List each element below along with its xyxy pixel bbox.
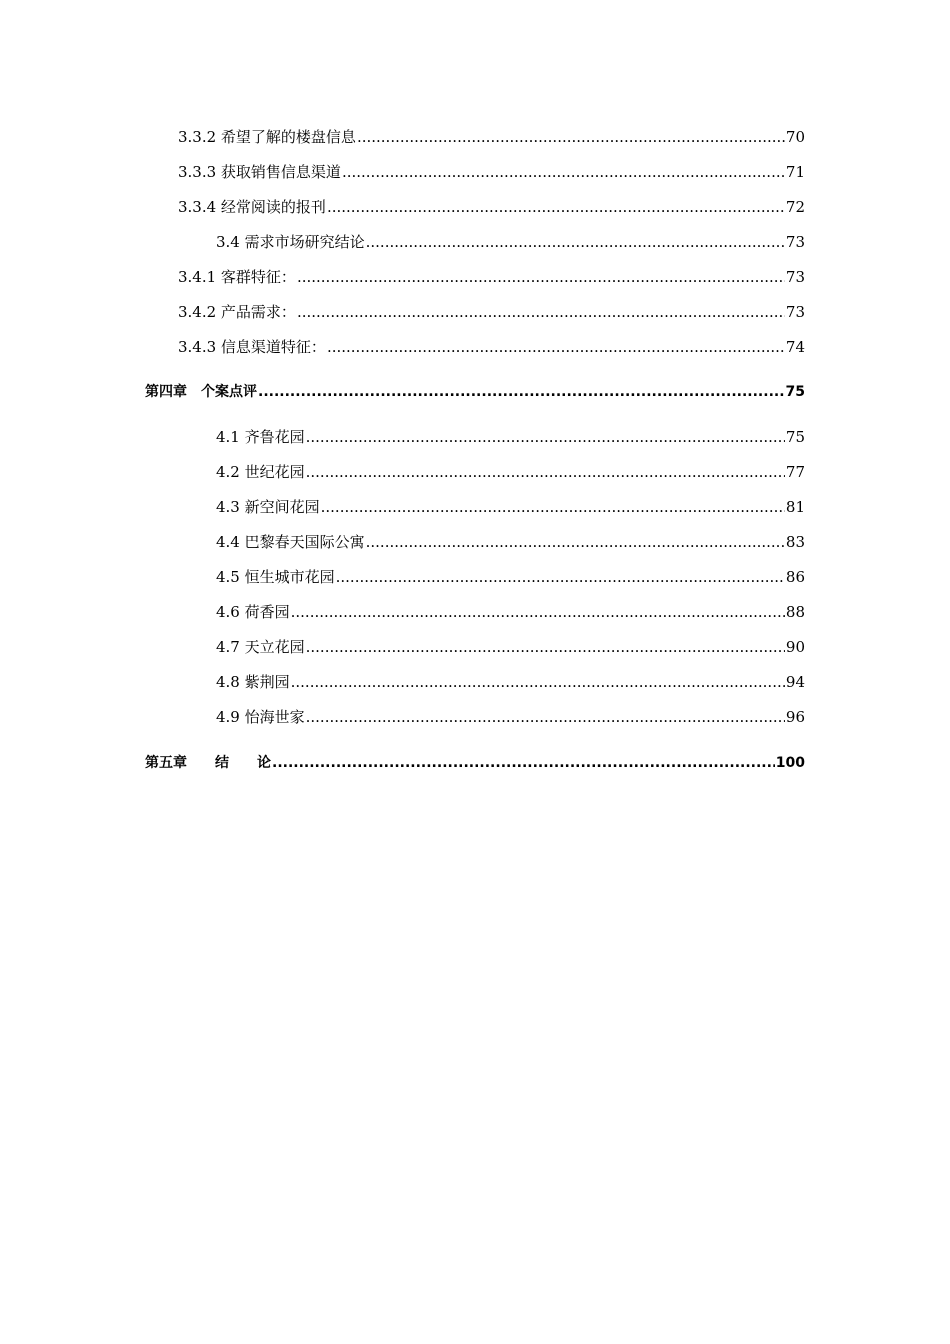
- toc-page-number: 77: [785, 463, 805, 481]
- toc-leader-dots: [342, 162, 785, 182]
- toc-leader-dots: [306, 462, 785, 482]
- toc-leader-dots: [297, 302, 785, 322]
- toc-leader-dots: [357, 127, 785, 147]
- toc-entry-label: 4.9 怡海世家: [216, 708, 305, 726]
- toc-leader-dots: [272, 753, 775, 773]
- toc-entry-label: 4.3 新空间花园: [216, 498, 320, 516]
- toc-entry-label: 3.4 需求市场研究结论: [216, 233, 365, 251]
- toc-entry-4-3[interactable]: [216, 497, 805, 517]
- toc-entry-4-5[interactable]: [216, 567, 805, 587]
- toc-entry-label: 第五章 结 论: [145, 755, 271, 771]
- toc-entry-4-8[interactable]: [216, 672, 805, 692]
- toc-entry-4-7[interactable]: [216, 637, 805, 657]
- toc-entry-label: 第四章 个案点评: [145, 384, 257, 400]
- toc-entry-3-4-2[interactable]: [178, 302, 805, 322]
- toc-leader-dots: [327, 197, 785, 217]
- toc-page-number: 72: [785, 198, 805, 216]
- toc-page-number: 75: [785, 384, 805, 400]
- toc-page-number: 74: [785, 338, 805, 356]
- toc-entry-label: 3.3.3 获取销售信息渠道: [178, 163, 341, 181]
- toc-entry-label: 4.6 荷香园: [216, 603, 290, 621]
- toc-page-number: 75: [785, 428, 805, 446]
- toc-entry-label: 4.2 世纪花园: [216, 463, 305, 481]
- toc-page-number: 96: [785, 708, 805, 726]
- toc-page-number: 73: [785, 303, 805, 321]
- toc-entry-label: 4.4 巴黎春天国际公寓: [216, 533, 365, 551]
- toc-entry-3-4-3[interactable]: [178, 337, 805, 357]
- toc-entry-4-6[interactable]: [216, 602, 805, 622]
- toc-leader-dots: [306, 637, 785, 657]
- toc-leader-dots: [306, 707, 785, 727]
- toc-leader-dots: [336, 567, 785, 587]
- toc-entry-label: 4.8 紫荆园: [216, 673, 290, 691]
- toc-page-number: 88: [785, 603, 805, 621]
- toc-page-number: 71: [785, 163, 805, 181]
- toc-page-number: 73: [785, 233, 805, 251]
- toc-entry-3-4[interactable]: [216, 232, 805, 252]
- toc-entry-3-3-3[interactable]: [178, 162, 805, 182]
- toc-entry-label: 3.4.1 客群特征：: [178, 268, 296, 286]
- toc-leader-dots: [366, 232, 785, 252]
- toc-leader-dots: [366, 532, 785, 552]
- toc-leader-dots: [291, 672, 785, 692]
- toc-entry-3-3-2[interactable]: [178, 127, 805, 147]
- toc-leader-dots: [327, 337, 785, 357]
- toc-page-number: 81: [785, 498, 805, 516]
- toc-leader-dots: [321, 497, 785, 517]
- toc-entry-4-2[interactable]: [216, 462, 805, 482]
- toc-entry-4-4[interactable]: [216, 532, 805, 552]
- toc-leader-dots: [291, 602, 785, 622]
- toc-entry-label: 3.4.3 信息渠道特征：: [178, 338, 326, 356]
- toc-page-number: 100: [775, 755, 805, 771]
- toc-entry-label: 4.5 恒生城市花园: [216, 568, 335, 586]
- toc-page-number: 83: [785, 533, 805, 551]
- toc-entry-label: 4.7 天立花园: [216, 638, 305, 656]
- toc-entry-4-1[interactable]: [216, 427, 805, 447]
- toc-entry-label: 3.3.4 经常阅读的报刊: [178, 198, 326, 216]
- toc-entry-chapter-5[interactable]: [145, 753, 805, 773]
- toc-page-number: 70: [785, 128, 805, 146]
- toc-entry-3-4-1[interactable]: [178, 267, 805, 287]
- toc-page-number: 90: [785, 638, 805, 656]
- toc-leader-dots: [297, 267, 785, 287]
- toc-entry-label: 3.3.2 希望了解的楼盘信息: [178, 128, 356, 146]
- toc-leader-dots: [258, 382, 785, 402]
- toc-leader-dots: [306, 427, 785, 447]
- toc-page-number: 73: [785, 268, 805, 286]
- toc-entry-3-3-4[interactable]: [178, 197, 805, 217]
- toc-entry-label: 4.1 齐鲁花园: [216, 428, 305, 446]
- toc-page-number: 86: [785, 568, 805, 586]
- toc-entry-label: 3.4.2 产品需求：: [178, 303, 296, 321]
- toc-entry-4-9[interactable]: [216, 707, 805, 727]
- toc-page-number: 94: [785, 673, 805, 691]
- toc-entry-chapter-4[interactable]: [145, 382, 805, 402]
